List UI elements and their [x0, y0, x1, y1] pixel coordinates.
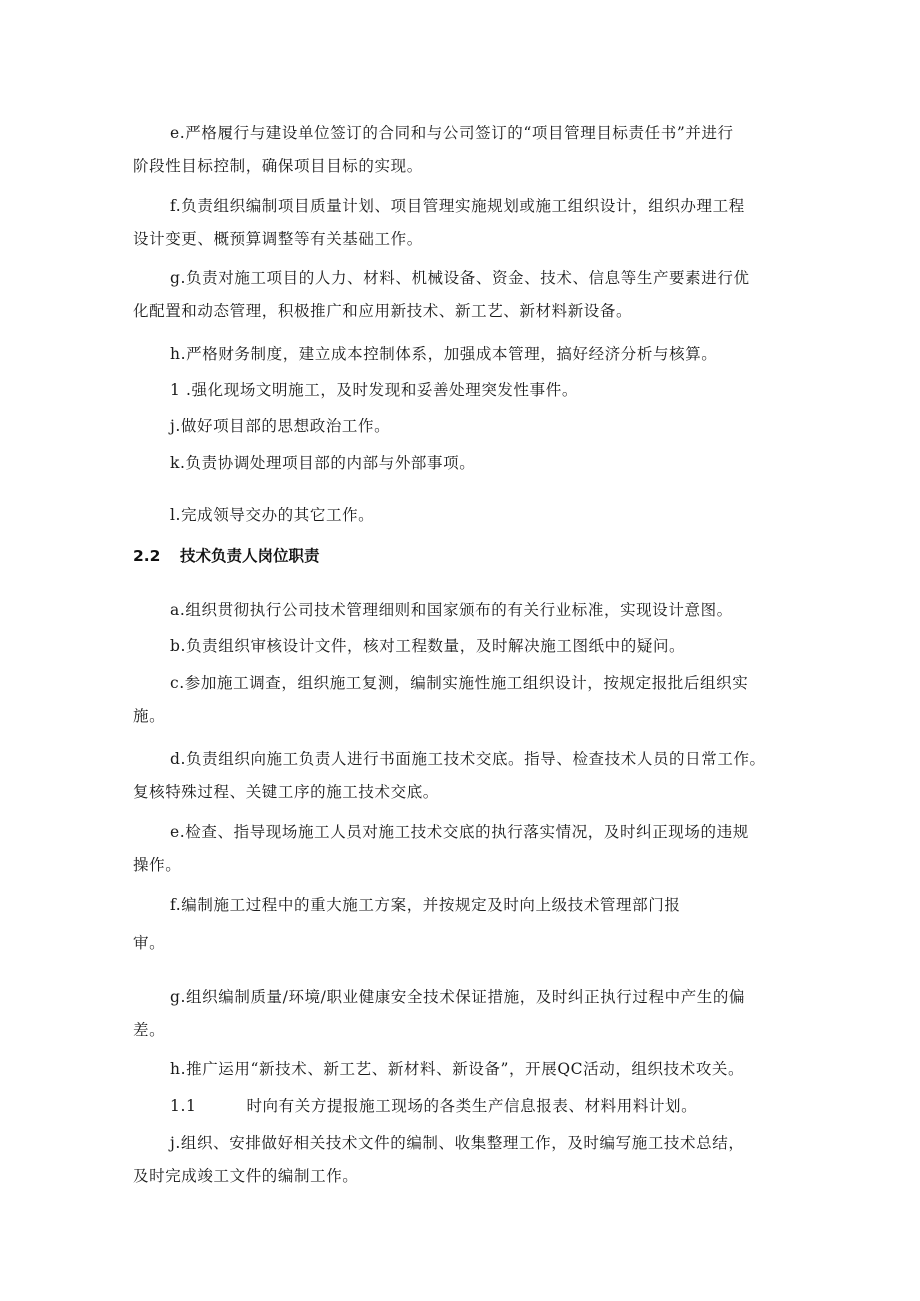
tech-duty-item-a-line1: a.组织贯彻执行公司技术管理细则和国家颁布的有关行业标准，实现设计意图。 — [170, 601, 733, 619]
duty-item-j-line1: j.做好项目部的思想政治工作。 — [170, 417, 391, 435]
section-heading — [133, 542, 320, 570]
duty-item-k — [133, 447, 793, 480]
duty-item-i — [133, 374, 793, 407]
duty-item-k-line1: k.负责协调处理项目部的内部与外部事项。 — [170, 454, 476, 472]
section-number: 2.2 — [133, 547, 161, 565]
duty-item-l-line1: l.完成领导交办的其它工作。 — [170, 506, 375, 524]
tech-duty-item-c-line1: c.参加施工调查，组织施工复测，编制实施性施工组织设计，按规定报批后组织实 — [170, 674, 749, 692]
duty-item-f — [133, 190, 793, 256]
tech-duty-item-f-line2: 审。 — [133, 934, 166, 952]
tech-duty-item-e-line1: e.检查、指导现场施工人员对施工技术交底的执行落实情况，及时纠正现场的违规 — [170, 823, 749, 841]
tech-duty-item-f-line1: f.编制施工过程中的重大施工方案，并按规定及时向上级技术管理部门报 — [170, 896, 681, 914]
duty-item-e-line2: 阶段性目标控制，确保项目目标的实现。 — [133, 157, 423, 175]
duty-item-g — [133, 262, 793, 328]
duty-item-h — [133, 338, 793, 371]
tech-duty-item-j — [133, 1127, 793, 1193]
duty-item-h-line1: h.严格财务制度，建立成本控制体系，加强成本管理，搞好经济分析与核算。 — [170, 345, 718, 363]
duty-item-f-line1: f.负责组织编制项目质量计划、项目管理实施规划或施工组织设计，组织办理工程 — [170, 197, 745, 215]
duty-item-l — [133, 499, 793, 532]
duty-item-g-line2: 化配置和动态管理，积极推广和应用新技术、新工艺、新材料新设备。 — [133, 302, 633, 320]
tech-duty-item-a — [133, 594, 793, 627]
tech-duty-item-g-line2: 差。 — [133, 1021, 166, 1039]
tech-duty-item-c — [133, 667, 793, 733]
duty-item-j — [133, 410, 793, 443]
tech-duty-item-b — [133, 630, 793, 663]
tech-duty-item-d — [133, 743, 793, 809]
duty-item-g-line1: g.负责对施工项目的人力、材料、机械设备、资金、技术、信息等生产要素进行优 — [170, 269, 750, 287]
tech-duty-item-d-line1: d.负责组织向施工负责人进行书面施工技术交底。指导、检查技术人员的日常工作。 — [170, 750, 766, 768]
tech-duty-item-g — [133, 981, 793, 1047]
section-title: 技术负责人岗位职责 — [180, 547, 320, 565]
duty-item-e-line1: e.严格履行与建设单位签订的合同和与公司签订的“项目管理目标责任书”并进行 — [170, 124, 734, 142]
tech-duty-item-i — [133, 1090, 793, 1123]
tech-duty-item-d-line2: 复核特殊过程、关键工序的施工技术交底。 — [133, 783, 439, 801]
tech-duty-item-e — [133, 816, 793, 882]
tech-duty-item-i-prefix: 1.1 — [170, 1097, 197, 1115]
tech-duty-item-h — [133, 1053, 793, 1086]
tech-duty-item-e-line2: 操作。 — [133, 856, 182, 874]
tech-duty-item-g-line1: g.组织编制质量/环境/职业健康安全技术保证措施，及时纠正执行过程中产生的偏 — [170, 988, 746, 1006]
tech-duty-item-i-line1: 时向有关方提报施工现场的各类生产信息报表、材料用料计划。 — [246, 1097, 698, 1115]
tech-duty-item-f — [133, 889, 793, 960]
duty-item-f-line2: 设计变更、概预算调整等有关基础工作。 — [133, 230, 423, 248]
duty-item-e — [133, 117, 793, 183]
tech-duty-item-j-line1: j.组织、安排做好相关技术文件的编制、收集整理工作，及时编写施工技术总结， — [170, 1134, 745, 1152]
tech-duty-item-h-line1: h.推广运用“新技术、新工艺、新材料、新设备”，开展QC活动，组织技术攻关。 — [170, 1060, 745, 1078]
tech-duty-item-j-line2: 及时完成竣工文件的编制工作。 — [133, 1167, 359, 1185]
tech-duty-item-c-line2: 施。 — [133, 707, 166, 725]
duty-item-i-line1: 1 .强化现场文明施工，及时发现和妥善处理突发性事件。 — [170, 381, 578, 399]
tech-duty-item-b-line1: b.负责组织审核设计文件，核对工程数量，及时解决施工图纸中的疑问。 — [170, 637, 686, 655]
